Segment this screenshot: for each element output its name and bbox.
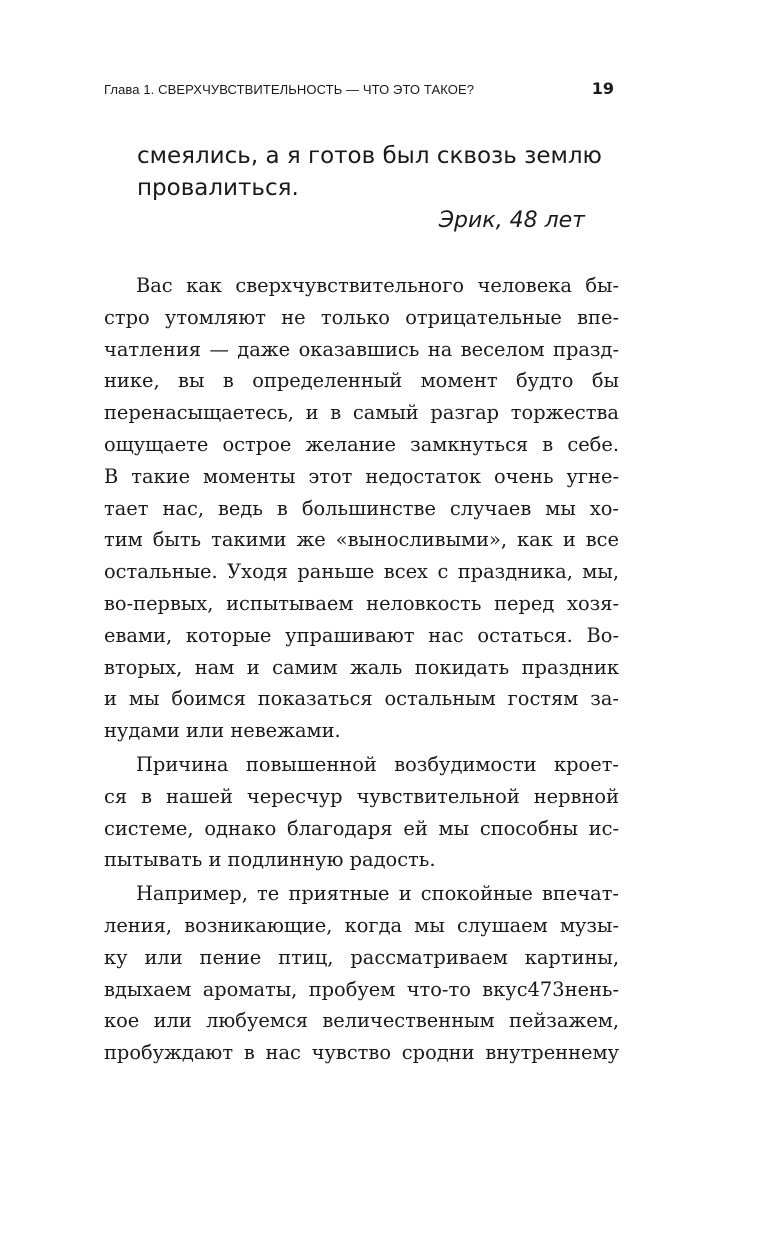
text-line: пробуждают в нас чувство сродни внутреннему [104, 1041, 619, 1065]
text-line: Например, те приятные и спокойные впечат- [136, 882, 619, 906]
text-line: стро утомляют не только отрицательные впе- [104, 305, 619, 329]
paragraph [104, 749, 619, 876]
text-line: пытывать и подлинную радость. [104, 848, 436, 872]
page-number: 19 [591, 79, 614, 98]
text-line: нудами или невежами. [104, 719, 341, 743]
text-line: перенасыщаетесь, и в самый разгар торжества [104, 401, 619, 425]
text-line: ощущаете острое желание замкнуться в себе. [104, 432, 619, 456]
text-line: остальные. Уходя раньше всех с праздника, мы, [104, 560, 619, 584]
text-line: Причина повышенной возбудимости кроет- [136, 752, 619, 776]
epigraph-line: смеялись, а я готов был сквозь землю [137, 143, 602, 169]
paragraph [104, 270, 619, 747]
running-title: Глава 1. СВЕРХЧУВСТВИТЕЛЬНОСТЬ — ЧТО ЭТО ТАКОЕ? [104, 82, 475, 97]
text-line: Вас как сверхчувствительного человека бы- [136, 274, 619, 297]
epigraph-attribution: Эрик, 48 лет [438, 208, 585, 233]
text-line: тает нас, ведь в большинстве случаев мы хо- [104, 496, 619, 520]
text-line: во-первых, испытываем неловкость перед хозя- [104, 591, 619, 615]
epigraph-quote [137, 140, 617, 204]
text-line: вторых, нам и самим жаль покидать праздник [104, 655, 619, 679]
epigraph-line: провалиться. [137, 175, 299, 201]
text-line: ления, возникающие, когда мы слушаем музы- [104, 913, 619, 937]
text-line: тим быть такими же «выносливыми», как и все [104, 528, 619, 552]
text-line: нике, вы в определенный момент будто бы [104, 369, 619, 393]
text-line: ся в нашей чересчур чувствительной нервной [104, 784, 619, 808]
text-line: евами, которые упрашивают нас остаться. Во- [104, 623, 619, 647]
text-line: и мы боимся показаться остальным гостям за- [104, 687, 619, 711]
text-line: вдыхаем ароматы, пробуем что-то вкус473нень- [104, 977, 619, 1001]
text-line: ку или пение птиц, рассматриваем картины, [104, 945, 619, 969]
text-line: В такие моменты этот недостаток очень угне- [104, 464, 619, 488]
text-line: системе, однако благодаря ей мы способны ис- [104, 816, 619, 840]
text-line: кое или любуемся величественным пейзажем, [104, 1009, 619, 1033]
body-text [104, 270, 619, 1069]
paragraph [104, 878, 619, 1069]
text-line: чатления — даже оказавшись на веселом празд- [104, 337, 619, 361]
